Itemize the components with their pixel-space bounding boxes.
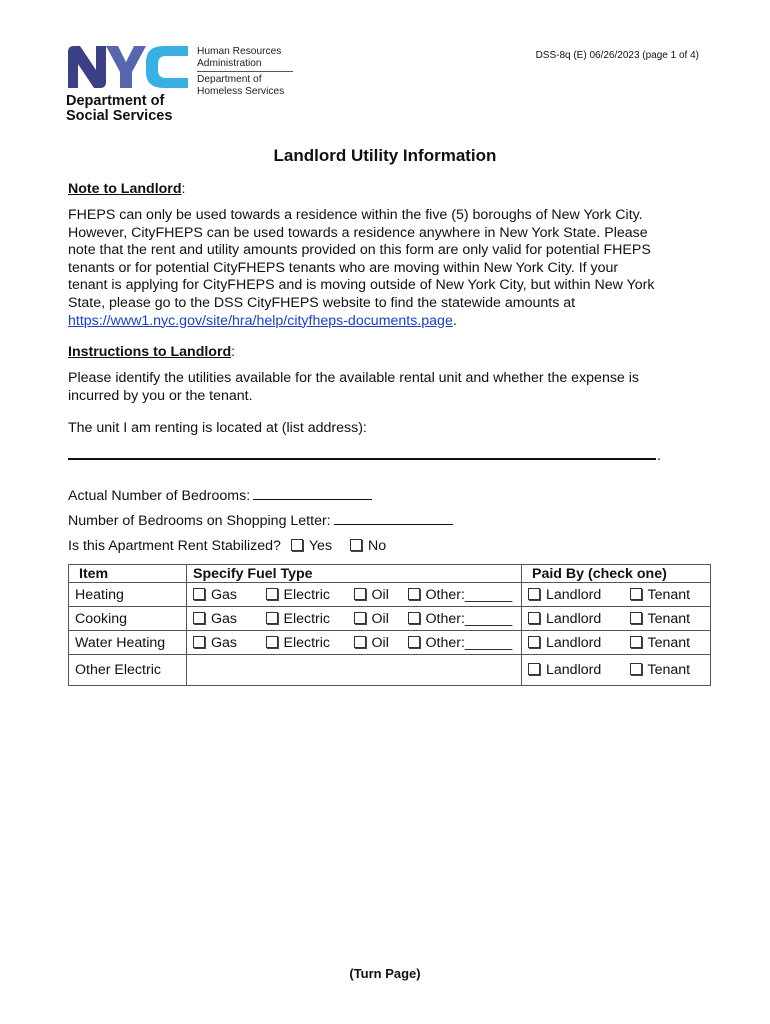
electric-label: Electric xyxy=(283,586,331,603)
tenant-checkbox[interactable] xyxy=(630,663,642,675)
nyc-logo-y xyxy=(106,46,146,88)
shopping-bedrooms-field[interactable] xyxy=(334,512,453,525)
rent-stabilized-row xyxy=(68,538,386,554)
dss-line2: Social Services xyxy=(66,108,173,124)
gas-label: Gas xyxy=(211,610,238,627)
turn-page-note: (Turn Page) xyxy=(349,966,421,981)
rent-stabilized-yes-label: Yes xyxy=(308,538,333,554)
agency-hra-line1: Human Resources xyxy=(197,46,282,57)
other-electric-fuel-cell xyxy=(187,655,522,686)
other-option[interactable] xyxy=(402,583,522,607)
electric-option[interactable] xyxy=(260,607,348,631)
oil-label: Oil xyxy=(371,610,389,627)
landlord-label: Landlord xyxy=(546,610,602,627)
note-heading-colon: : xyxy=(181,181,186,197)
oil-checkbox[interactable] xyxy=(354,636,366,648)
actual-bedrooms-row xyxy=(68,487,372,504)
col-header-paid-by: Paid By (check one) xyxy=(522,565,711,583)
landlord-label: Landlord xyxy=(546,634,602,651)
shopping-bedrooms-label: Number of Bedrooms on Shopping Letter: xyxy=(68,513,331,529)
landlord-option[interactable] xyxy=(522,607,624,631)
tenant-label: Tenant xyxy=(647,610,691,627)
note-link-period: . xyxy=(452,312,457,329)
landlord-checkbox[interactable] xyxy=(528,588,540,600)
gas-checkbox[interactable] xyxy=(193,612,205,624)
tenant-option[interactable] xyxy=(624,607,711,631)
note-heading: Note to Landlord xyxy=(68,181,182,197)
address-prompt: The unit I am renting is located at (list address): xyxy=(68,420,367,436)
table-header-row xyxy=(69,565,711,583)
note-line-6: State, please go to the DSS CityFHEPS website to find the statewide amounts at xyxy=(68,294,576,311)
rent-stabilized-yes-checkbox[interactable] xyxy=(291,539,303,551)
gas-option[interactable] xyxy=(187,607,260,631)
electric-checkbox[interactable] xyxy=(266,612,278,624)
nyc-logo-c xyxy=(146,46,188,88)
other-checkbox[interactable] xyxy=(408,588,420,600)
oil-option[interactable] xyxy=(348,607,402,631)
address-input-line[interactable] xyxy=(68,458,656,460)
instructions-heading: Instructions to Landlord xyxy=(68,344,232,360)
row-item-label: Other Electric xyxy=(69,655,187,686)
landlord-checkbox[interactable] xyxy=(528,636,540,648)
oil-option[interactable] xyxy=(348,631,402,655)
tenant-checkbox[interactable] xyxy=(630,636,642,648)
address-line-period: . xyxy=(657,447,661,463)
instructions-heading-colon: : xyxy=(231,344,236,360)
tenant-label: Tenant xyxy=(647,634,691,651)
row-item-label: Heating xyxy=(69,583,187,607)
electric-checkbox[interactable] xyxy=(266,636,278,648)
note-heading-line xyxy=(68,181,708,199)
agency-name-dhs xyxy=(197,74,284,97)
oil-option[interactable] xyxy=(348,583,402,607)
other-label: Other:______ xyxy=(425,586,513,603)
actual-bedrooms-field[interactable] xyxy=(253,487,372,500)
tenant-label: Tenant xyxy=(647,586,691,603)
note-line-1: FHEPS can only be used towards a residence within the five (5) boroughs of New York City. xyxy=(68,207,643,223)
gas-option[interactable] xyxy=(187,631,260,655)
other-option[interactable] xyxy=(402,631,522,655)
agency-name-hra xyxy=(197,46,281,69)
instructions-line-2: incurred by you or the tenant. xyxy=(68,387,253,404)
table-row-other-electric xyxy=(69,655,711,686)
electric-label: Electric xyxy=(283,610,331,627)
instructions-paragraph xyxy=(68,370,708,405)
note-line-4: tenants or for potential CityFHEPS tenants who are moving within New York City. If your xyxy=(68,259,619,276)
landlord-label: Landlord xyxy=(546,586,602,603)
agency-dhs-line2: Homeless Services xyxy=(197,85,285,97)
other-checkbox[interactable] xyxy=(408,612,420,624)
instructions-heading-line xyxy=(68,344,708,362)
tenant-checkbox[interactable] xyxy=(630,588,642,600)
cityfheps-documents-link[interactable]: https://www1.nyc.gov/site/hra/help/cityfheps-documents.page xyxy=(68,312,453,329)
note-paragraph xyxy=(68,207,708,330)
tenant-checkbox[interactable] xyxy=(630,612,642,624)
gas-label: Gas xyxy=(211,586,238,603)
electric-label: Electric xyxy=(283,634,331,651)
row-item-label: Water Heating xyxy=(69,631,187,655)
form-id: DSS-8q (E) 06/26/2023 (page 1 of 4) xyxy=(535,50,699,61)
tenant-option[interactable] xyxy=(624,655,711,686)
dss-name xyxy=(66,94,172,124)
note-line-2: However, CityFHEPS can be used towards a residence anywhere in New York State. Please xyxy=(68,224,648,241)
dss-line1: Department of xyxy=(66,93,165,109)
instructions-line-1: Please identify the utilities available for the available rental unit and whether the expense is xyxy=(68,370,640,386)
oil-label: Oil xyxy=(371,586,389,603)
oil-label: Oil xyxy=(371,634,389,651)
gas-label: Gas xyxy=(211,634,238,651)
nyc-logo-n xyxy=(68,46,106,88)
oil-checkbox[interactable] xyxy=(354,612,366,624)
electric-checkbox[interactable] xyxy=(266,588,278,600)
col-header-item: Item xyxy=(69,565,187,583)
table-row xyxy=(69,607,711,631)
rent-stabilized-label: Is this Apartment Rent Stabilized? xyxy=(68,538,281,554)
actual-bedrooms-label: Actual Number of Bedrooms: xyxy=(68,488,251,504)
gas-checkbox[interactable] xyxy=(193,636,205,648)
other-label: Other:______ xyxy=(425,610,513,627)
row-item-label: Cooking xyxy=(69,607,187,631)
note-line-7 xyxy=(68,313,708,331)
agency-divider xyxy=(197,71,293,72)
shopping-bedrooms-row xyxy=(68,512,453,529)
nyc-logo xyxy=(66,44,190,90)
page-title: Landlord Utility Information xyxy=(273,146,497,165)
landlord-option[interactable] xyxy=(522,583,624,607)
tenant-option[interactable] xyxy=(624,583,711,607)
landlord-option[interactable] xyxy=(522,655,624,686)
rent-stabilized-no-checkbox[interactable] xyxy=(350,539,362,551)
table-row xyxy=(69,583,711,607)
agency-dhs-line1: Department of xyxy=(197,74,262,85)
landlord-label: Landlord xyxy=(546,662,602,678)
note-line-5: tenant is applying for CityFHEPS and is moving outside of New York City, but within New York xyxy=(68,277,655,294)
landlord-checkbox[interactable] xyxy=(528,663,540,675)
col-header-fuel-type: Specify Fuel Type xyxy=(187,565,522,583)
other-option[interactable] xyxy=(402,607,522,631)
gas-option[interactable] xyxy=(187,583,260,607)
other-label: Other:______ xyxy=(425,634,513,651)
tenant-label: Tenant xyxy=(647,662,691,678)
rent-stabilized-no-label: No xyxy=(368,538,387,554)
electric-option[interactable] xyxy=(260,583,348,607)
agency-hra-line2: Administration xyxy=(197,57,262,69)
table-row xyxy=(69,631,711,655)
gas-checkbox[interactable] xyxy=(193,588,205,600)
other-checkbox[interactable] xyxy=(408,636,420,648)
utilities-table xyxy=(68,564,711,686)
note-line-3: note that the rent and utility amounts provided on this form are only valid for potential FHEPS xyxy=(68,242,651,259)
oil-checkbox[interactable] xyxy=(354,588,366,600)
landlord-option[interactable] xyxy=(522,631,624,655)
landlord-checkbox[interactable] xyxy=(528,612,540,624)
agency-logo-block xyxy=(66,44,298,128)
tenant-option[interactable] xyxy=(624,631,711,655)
electric-option[interactable] xyxy=(260,631,348,655)
